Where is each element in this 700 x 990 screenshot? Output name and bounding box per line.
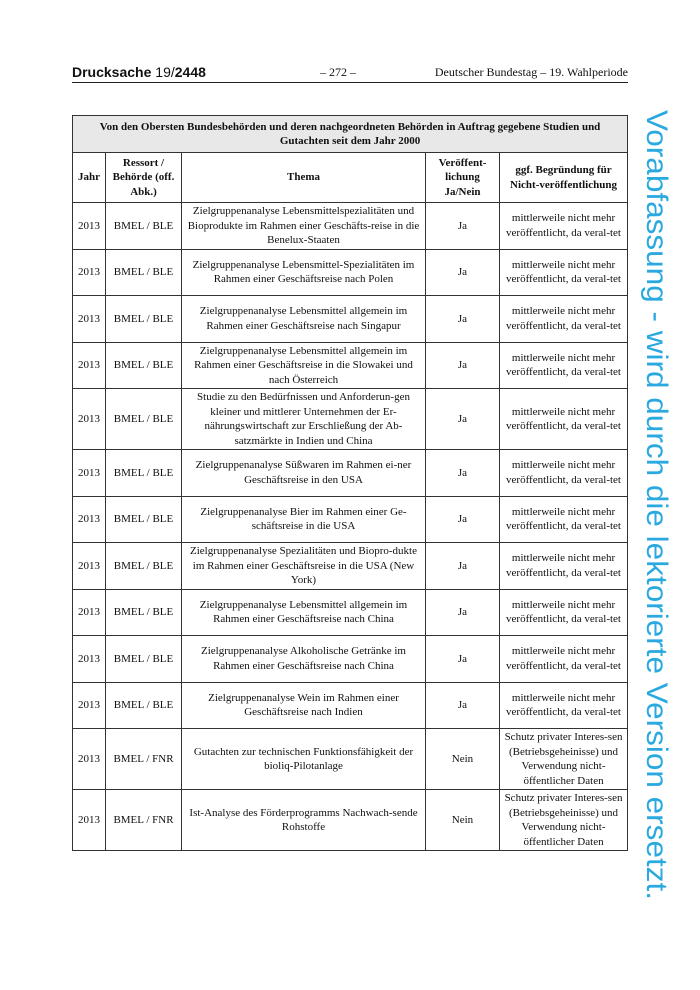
- cell-jahr: 2013: [73, 496, 106, 543]
- cell-veroeffentlichung: Ja: [426, 389, 500, 450]
- cell-thema: Zielgruppenanalyse Lebensmittel allgemein im Rahmen einer Geschäftsreise nach China: [182, 589, 426, 636]
- table-row: [73, 790, 628, 851]
- cell-ressort: BMEL / BLE: [106, 342, 182, 389]
- table-caption: Von den Obersten Bundesbehörden und deren nachgeordneten Behörden in Auftrag gegebene Studien und Gutachten seit dem Jahr 2000: [73, 116, 628, 153]
- column-header-ressort: Ressort / Behörde (off. Abk.): [106, 153, 182, 203]
- cell-begruendung: mittlerweile nicht mehr veröffentlicht, da veral-tet: [500, 543, 628, 590]
- table-row: [73, 450, 628, 497]
- publisher: Deutscher Bundestag – 19. Wahlperiode: [434, 65, 628, 79]
- column-header-begruendung: ggf. Begründung für Nicht-veröffentlichung: [500, 153, 628, 203]
- cell-jahr: 2013: [73, 296, 106, 343]
- cell-veroeffentlichung: Ja: [426, 589, 500, 636]
- column-header-jahr: Jahr: [73, 153, 106, 203]
- cell-begruendung: mittlerweile nicht mehr veröffentlicht, da veral-tet: [500, 589, 628, 636]
- cell-veroeffentlichung: Ja: [426, 342, 500, 389]
- cell-jahr: 2013: [73, 389, 106, 450]
- cell-begruendung: mittlerweile nicht mehr veröffentlicht, da veral-tet: [500, 496, 628, 543]
- cell-jahr: 2013: [73, 543, 106, 590]
- table-row: [73, 342, 628, 389]
- studies-table: [72, 115, 628, 851]
- table-row: [73, 389, 628, 450]
- cell-ressort: BMEL / BLE: [106, 389, 182, 450]
- cell-thema: Ist-Analyse des Förderprogramms Nachwach-sende Rohstoffe: [182, 790, 426, 851]
- cell-thema: Zielgruppenanalyse Alkoholische Getränke im Rahmen einer Geschäftsreise nach China: [182, 636, 426, 683]
- cell-thema: Zielgruppenanalyse Süßwaren im Rahmen ei-ner Geschäftsreise in den USA: [182, 450, 426, 497]
- cell-ressort: BMEL / FNR: [106, 729, 182, 790]
- cell-jahr: 2013: [73, 342, 106, 389]
- cell-jahr: 2013: [73, 682, 106, 729]
- cell-ressort: BMEL / BLE: [106, 543, 182, 590]
- draft-watermark: [633, 110, 689, 910]
- table-row: [73, 496, 628, 543]
- cell-jahr: 2013: [73, 589, 106, 636]
- cell-veroeffentlichung: Ja: [426, 496, 500, 543]
- table-body: [73, 203, 628, 851]
- cell-thema: Zielgruppenanalyse Bier im Rahmen einer Ge-schäftsreise in die USA: [182, 496, 426, 543]
- page-number: – 272 –: [320, 65, 356, 79]
- cell-ressort: BMEL / BLE: [106, 682, 182, 729]
- cell-begruendung: mittlerweile nicht mehr veröffentlicht, da veral-tet: [500, 203, 628, 250]
- cell-begruendung: mittlerweile nicht mehr veröffentlicht, da veral-tet: [500, 389, 628, 450]
- cell-thema: Zielgruppenanalyse Wein im Rahmen einer Geschäftsreise nach Indien: [182, 682, 426, 729]
- table-row: [73, 589, 628, 636]
- cell-veroeffentlichung: Ja: [426, 543, 500, 590]
- watermark-svg: [633, 110, 689, 910]
- table-row: [73, 729, 628, 790]
- table-row: [73, 636, 628, 683]
- cell-jahr: 2013: [73, 249, 106, 296]
- cell-ressort: BMEL / FNR: [106, 790, 182, 851]
- cell-jahr: 2013: [73, 636, 106, 683]
- cell-veroeffentlichung: Ja: [426, 682, 500, 729]
- column-header-thema: Thema: [182, 153, 426, 203]
- cell-begruendung: mittlerweile nicht mehr veröffentlicht, da veral-tet: [500, 342, 628, 389]
- document-id: [72, 64, 206, 80]
- cell-veroeffentlichung: Nein: [426, 790, 500, 851]
- cell-veroeffentlichung: Ja: [426, 203, 500, 250]
- page-header: [72, 62, 628, 83]
- cell-begruendung: mittlerweile nicht mehr veröffentlicht, da veral-tet: [500, 296, 628, 343]
- cell-begruendung: mittlerweile nicht mehr veröffentlicht, da veral-tet: [500, 249, 628, 296]
- cell-ressort: BMEL / BLE: [106, 203, 182, 250]
- cell-ressort: BMEL / BLE: [106, 589, 182, 636]
- cell-veroeffentlichung: Ja: [426, 636, 500, 683]
- cell-ressort: BMEL / BLE: [106, 496, 182, 543]
- table-row: [73, 203, 628, 250]
- doc-number-prefix: 19/: [155, 64, 175, 80]
- cell-veroeffentlichung: Ja: [426, 296, 500, 343]
- cell-thema: Zielgruppenanalyse Lebensmittel allgemein im Rahmen einer Geschäftsreise nach Singapur: [182, 296, 426, 343]
- cell-thema: Zielgruppenanalyse Lebensmittel-Spezialitäten im Rahmen einer Geschäftsreise nach Polen: [182, 249, 426, 296]
- doc-number: 2448: [174, 64, 206, 80]
- cell-veroeffentlichung: Ja: [426, 450, 500, 497]
- table-row: [73, 543, 628, 590]
- table-row: [73, 249, 628, 296]
- watermark-text: Vorabfassung - wird durch die lektorierte Version ersetzt.: [640, 110, 673, 863]
- cell-thema: Zielgruppenanalyse Lebensmittel allgemein im Rahmen einer Geschäftsreise in die Slowakei und nach Österreich: [182, 342, 426, 389]
- cell-veroeffentlichung: Nein: [426, 729, 500, 790]
- cell-begruendung: mittlerweile nicht mehr veröffentlicht, da veral-tet: [500, 682, 628, 729]
- column-header-veroeffentlichung: Veröffent-lichung Ja/Nein: [426, 153, 500, 203]
- cell-begruendung: mittlerweile nicht mehr veröffentlicht, da veral-tet: [500, 636, 628, 683]
- cell-thema: Studie zu den Bedürfnissen und Anforderun-gen kleiner und mittlerer Unternehmen der Er-nährungswirtschaft zur Erschließung der Ab-satzmärkte in Indien und China: [182, 389, 426, 450]
- cell-begruendung: mittlerweile nicht mehr veröffentlicht, da veral-tet: [500, 450, 628, 497]
- cell-ressort: BMEL / BLE: [106, 296, 182, 343]
- cell-thema: Zielgruppenanalyse Lebensmittelspezialitäten und Bioprodukte im Rahmen einer Geschäfts-reise in die Benelux-Staaten: [182, 203, 426, 250]
- cell-thema: Zielgruppenanalyse Spezialitäten und Biopro-dukte im Rahmen einer Geschäftsreise in die USA (New York): [182, 543, 426, 590]
- cell-ressort: BMEL / BLE: [106, 450, 182, 497]
- cell-jahr: 2013: [73, 203, 106, 250]
- cell-ressort: BMEL / BLE: [106, 249, 182, 296]
- cell-veroeffentlichung: Ja: [426, 249, 500, 296]
- cell-jahr: 2013: [73, 729, 106, 790]
- cell-jahr: 2013: [73, 450, 106, 497]
- table-row: [73, 682, 628, 729]
- table-row: [73, 296, 628, 343]
- table-header-row: [73, 153, 628, 203]
- cell-thema: Gutachten zur technischen Funktionsfähigkeit der bioliq-Pilotanlage: [182, 729, 426, 790]
- cell-jahr: 2013: [73, 790, 106, 851]
- doc-label: Drucksache: [72, 64, 152, 80]
- cell-ressort: BMEL / BLE: [106, 636, 182, 683]
- cell-begruendung: Schutz privater Interes-sen (Betriebsgeheinisse) und Verwendung nicht-öffentlicher Daten: [500, 729, 628, 790]
- cell-begruendung: Schutz privater Interes-sen (Betriebsgeheinisse) und Verwendung nicht-öffentlicher Daten: [500, 790, 628, 851]
